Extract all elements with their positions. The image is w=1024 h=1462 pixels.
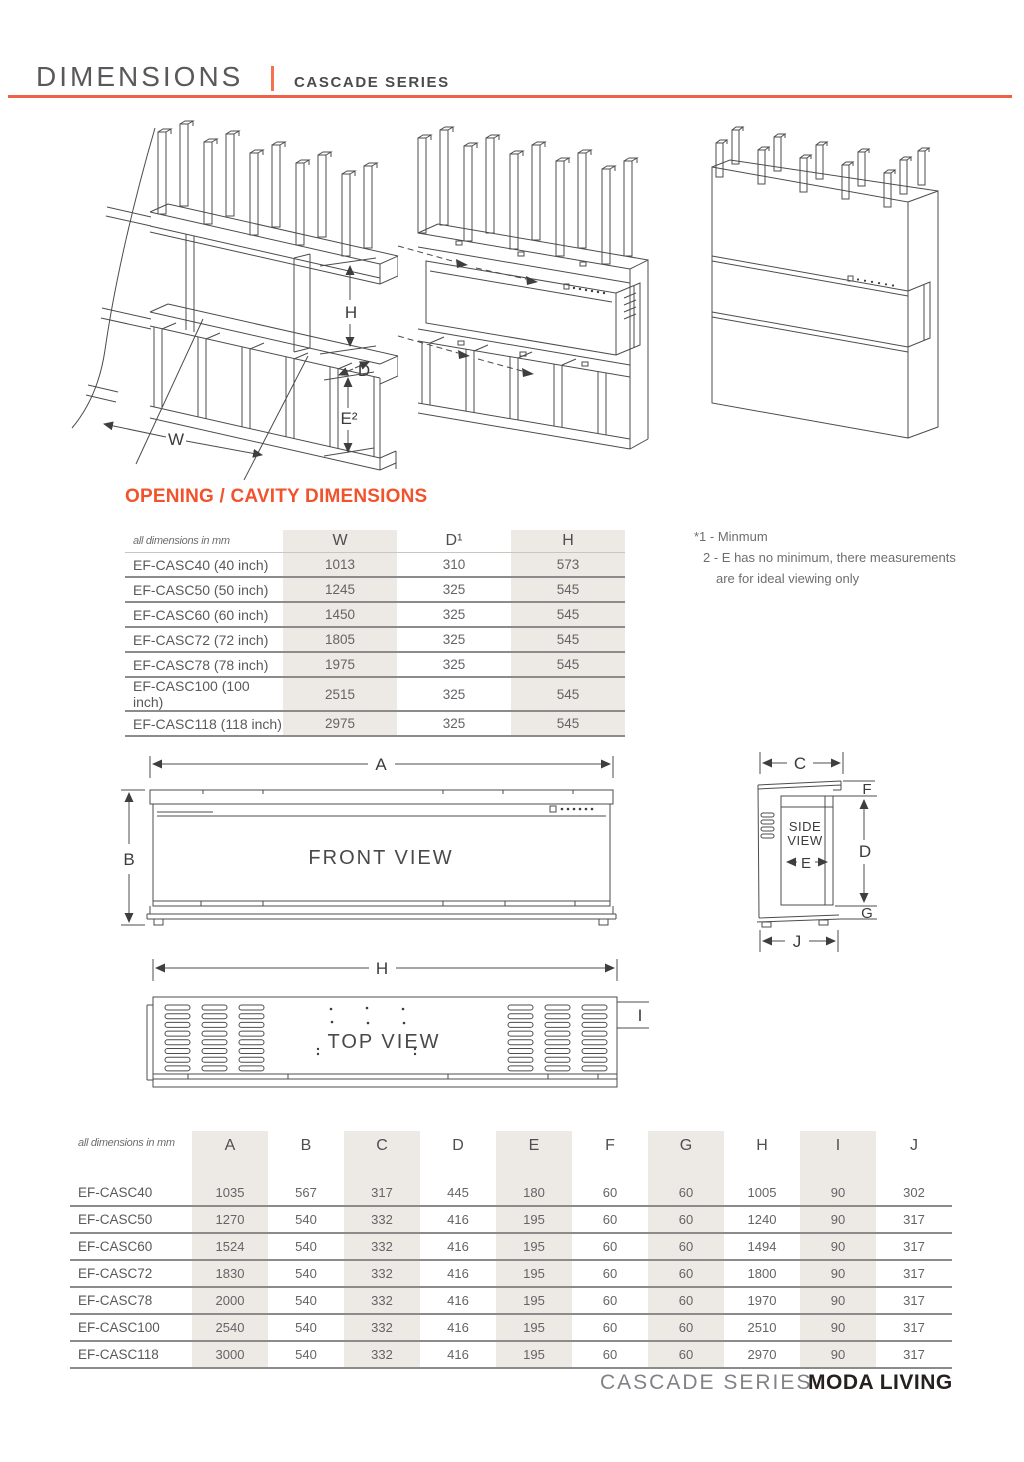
dim-label-w: W xyxy=(167,430,185,449)
table-header-row xyxy=(70,1131,952,1180)
value-cell: 195 xyxy=(496,1260,572,1287)
value-cell: 60 xyxy=(602,1320,618,1335)
value-cell: 2970 xyxy=(747,1347,777,1362)
model-cell: EF-CASC118 xyxy=(78,1347,159,1362)
dim-label-a: A xyxy=(375,755,387,774)
value-cell: 325 xyxy=(442,657,466,672)
column-header: E xyxy=(496,1131,572,1180)
model-cell: EF-CASC118 (118 inch) xyxy=(133,715,282,732)
value-cell: 317 xyxy=(344,1180,420,1206)
front-view-label: FRONT VIEW xyxy=(308,847,454,869)
footnote-2: 2 - E has no minimum, there measurements xyxy=(703,550,956,565)
value-cell: 445 xyxy=(447,1185,469,1200)
value-cell: 1245 xyxy=(283,577,397,602)
value-cell: 332 xyxy=(344,1206,420,1233)
model-cell: EF-CASC40 (40 inch) xyxy=(133,556,269,573)
value-cell: 1450 xyxy=(283,602,397,627)
table-row xyxy=(70,1260,952,1287)
value-cell: 1035 xyxy=(192,1180,268,1206)
value-cell: 545 xyxy=(511,652,625,677)
value-cell: 195 xyxy=(496,1341,572,1368)
value-cell: 2540 xyxy=(192,1314,268,1341)
value-cell: 332 xyxy=(344,1314,420,1341)
model-cell: EF-CASC78 xyxy=(78,1293,153,1308)
value-cell: 1805 xyxy=(283,627,397,652)
value-cell: 545 xyxy=(511,577,625,602)
value-cell: 545 xyxy=(511,677,625,711)
column-header: I xyxy=(800,1131,876,1180)
dim-label-g: G xyxy=(861,905,873,922)
value-cell: 310 xyxy=(442,557,466,572)
dim-label-c: C xyxy=(793,754,807,773)
opening-dimensions-table xyxy=(125,530,625,737)
dim-label-d2: D xyxy=(858,842,872,861)
value-cell: 90 xyxy=(800,1180,876,1206)
column-header: F xyxy=(605,1137,615,1154)
dim-label-e2: E² xyxy=(340,409,358,428)
value-cell: 60 xyxy=(648,1314,724,1341)
model-cell: EF-CASC100 xyxy=(78,1320,160,1335)
dim-label-f: F xyxy=(862,781,872,798)
value-cell: 416 xyxy=(447,1239,469,1254)
table-row xyxy=(125,711,625,736)
value-cell: 90 xyxy=(800,1287,876,1314)
side-view-label-1: SIDE xyxy=(788,819,822,834)
value-cell: 3000 xyxy=(192,1341,268,1368)
value-cell: 317 xyxy=(903,1239,925,1254)
side-view-diagram xyxy=(745,740,980,975)
front-view-diagram xyxy=(113,748,653,938)
value-cell: 540 xyxy=(295,1320,317,1335)
value-cell: 540 xyxy=(295,1239,317,1254)
value-cell: 195 xyxy=(496,1287,572,1314)
value-cell: 90 xyxy=(800,1233,876,1260)
value-cell: 545 xyxy=(511,627,625,652)
table-row xyxy=(70,1314,952,1341)
value-cell: 325 xyxy=(442,607,466,622)
value-cell: 60 xyxy=(648,1206,724,1233)
table-row xyxy=(70,1341,952,1368)
value-cell: 332 xyxy=(344,1287,420,1314)
value-cell: 317 xyxy=(903,1347,925,1362)
footer-brand-logo: MODA LIVING xyxy=(808,1371,953,1394)
value-cell: 545 xyxy=(511,602,625,627)
column-header: J xyxy=(910,1137,918,1154)
model-cell: EF-CASC50 (50 inch) xyxy=(133,581,269,598)
table-row xyxy=(70,1206,952,1233)
header-rule xyxy=(8,95,1012,98)
value-cell: 332 xyxy=(344,1233,420,1260)
value-cell: 60 xyxy=(602,1266,618,1281)
footnotes xyxy=(694,526,974,589)
dim-label-j: J xyxy=(792,932,802,951)
value-cell: 1524 xyxy=(192,1233,268,1260)
model-cell: EF-CASC78 (78 inch) xyxy=(133,656,269,673)
value-cell: 325 xyxy=(442,582,466,597)
value-cell: 416 xyxy=(447,1293,469,1308)
value-cell: 60 xyxy=(648,1180,724,1206)
value-cell: 416 xyxy=(447,1320,469,1335)
value-cell: 60 xyxy=(648,1341,724,1368)
framing-install-diagram xyxy=(398,113,678,453)
value-cell: 317 xyxy=(903,1212,925,1227)
dim-label-h2: H xyxy=(375,959,389,978)
model-cell: EF-CASC60 xyxy=(78,1239,153,1254)
table-row xyxy=(70,1287,952,1314)
value-cell: 60 xyxy=(648,1287,724,1314)
model-cell: EF-CASC72 xyxy=(78,1266,153,1281)
unit-note: all dimensions in mm xyxy=(133,535,230,547)
footer-series: CASCADE SERIES xyxy=(600,1371,813,1394)
column-header: H xyxy=(511,530,625,553)
table-row xyxy=(125,677,625,711)
table-row xyxy=(125,602,625,627)
value-cell: 332 xyxy=(344,1341,420,1368)
value-cell: 332 xyxy=(344,1260,420,1287)
header-subtitle: CASCADE SERIES xyxy=(294,74,450,91)
value-cell: 1240 xyxy=(747,1212,777,1227)
column-header: H xyxy=(756,1137,768,1154)
model-cell: EF-CASC50 xyxy=(78,1212,153,1227)
value-cell: 2975 xyxy=(283,711,397,736)
header-divider xyxy=(271,66,274,91)
value-cell: 317 xyxy=(903,1320,925,1335)
table-row xyxy=(70,1233,952,1260)
value-cell: 195 xyxy=(496,1314,572,1341)
dim-label-d: D xyxy=(357,361,371,380)
value-cell: 2000 xyxy=(192,1287,268,1314)
column-header: W xyxy=(283,530,397,553)
value-cell: 317 xyxy=(903,1293,925,1308)
value-cell: 1800 xyxy=(747,1266,777,1281)
footnote-1: *1 - Minmum xyxy=(694,529,768,544)
value-cell: 1270 xyxy=(192,1206,268,1233)
value-cell: 60 xyxy=(648,1260,724,1287)
dim-label-i: I xyxy=(637,1006,643,1025)
table-row xyxy=(125,577,625,602)
value-cell: 195 xyxy=(496,1206,572,1233)
value-cell: 2515 xyxy=(283,677,397,711)
dim-label-h: H xyxy=(344,303,358,322)
value-cell: 1005 xyxy=(747,1185,777,1200)
column-header: D¹ xyxy=(445,532,463,549)
unit-note: all dimensions in mm xyxy=(78,1137,175,1149)
value-cell: 540 xyxy=(295,1293,317,1308)
value-cell: 1013 xyxy=(283,553,397,578)
value-cell: 416 xyxy=(447,1266,469,1281)
table-row xyxy=(125,553,625,578)
column-header: A xyxy=(192,1131,268,1180)
table-header-row xyxy=(125,530,625,553)
footnote-3: are for ideal viewing only xyxy=(716,571,860,586)
value-cell: 1830 xyxy=(192,1260,268,1287)
model-cell: EF-CASC72 (72 inch) xyxy=(133,631,269,648)
finished-wall-diagram xyxy=(690,110,970,445)
model-cell: EF-CASC60 (60 inch) xyxy=(133,606,269,623)
model-cell: EF-CASC100 (100 inch) xyxy=(133,678,250,710)
model-cell: EF-CASC40 xyxy=(78,1185,153,1200)
value-cell: 416 xyxy=(447,1212,469,1227)
dim-label-b: B xyxy=(123,850,135,869)
value-cell: 540 xyxy=(295,1266,317,1281)
value-cell: 90 xyxy=(800,1260,876,1287)
value-cell: 1970 xyxy=(747,1293,777,1308)
value-cell: 317 xyxy=(903,1266,925,1281)
top-view-label: TOP VIEW xyxy=(327,1031,441,1053)
value-cell: 60 xyxy=(602,1212,618,1227)
column-header: G xyxy=(648,1131,724,1180)
value-cell: 60 xyxy=(602,1293,618,1308)
value-cell: 302 xyxy=(903,1185,925,1200)
value-cell: 567 xyxy=(295,1185,317,1200)
opening-heading: OPENING / CAVITY DIMENSIONS xyxy=(125,486,428,507)
value-cell: 60 xyxy=(602,1185,618,1200)
table-row xyxy=(125,652,625,677)
table-row xyxy=(125,627,625,652)
value-cell: 545 xyxy=(511,711,625,736)
value-cell: 540 xyxy=(295,1347,317,1362)
top-view-diagram xyxy=(128,953,673,1093)
value-cell: 573 xyxy=(511,553,625,578)
overall-dimensions-table xyxy=(70,1131,952,1369)
column-header: D xyxy=(452,1137,464,1154)
value-cell: 540 xyxy=(295,1212,317,1227)
value-cell: 90 xyxy=(800,1206,876,1233)
value-cell: 1975 xyxy=(283,652,397,677)
value-cell: 325 xyxy=(442,716,466,731)
side-view-label-2: VIEW xyxy=(787,833,823,848)
value-cell: 180 xyxy=(496,1180,572,1206)
dim-label-e: E xyxy=(800,855,812,872)
value-cell: 416 xyxy=(447,1347,469,1362)
value-cell: 90 xyxy=(800,1341,876,1368)
page-title: DIMENSIONS xyxy=(36,61,244,92)
column-header: B xyxy=(300,1137,312,1154)
value-cell: 2510 xyxy=(747,1320,777,1335)
framing-cutaway-diagram xyxy=(58,112,398,482)
value-cell: 90 xyxy=(800,1314,876,1341)
value-cell: 325 xyxy=(442,686,466,702)
value-cell: 1494 xyxy=(747,1239,777,1254)
value-cell: 325 xyxy=(442,632,466,647)
value-cell: 60 xyxy=(602,1239,618,1254)
column-header: C xyxy=(344,1131,420,1180)
value-cell: 60 xyxy=(602,1347,618,1362)
table-row xyxy=(70,1180,952,1206)
value-cell: 60 xyxy=(648,1233,724,1260)
value-cell: 195 xyxy=(496,1233,572,1260)
